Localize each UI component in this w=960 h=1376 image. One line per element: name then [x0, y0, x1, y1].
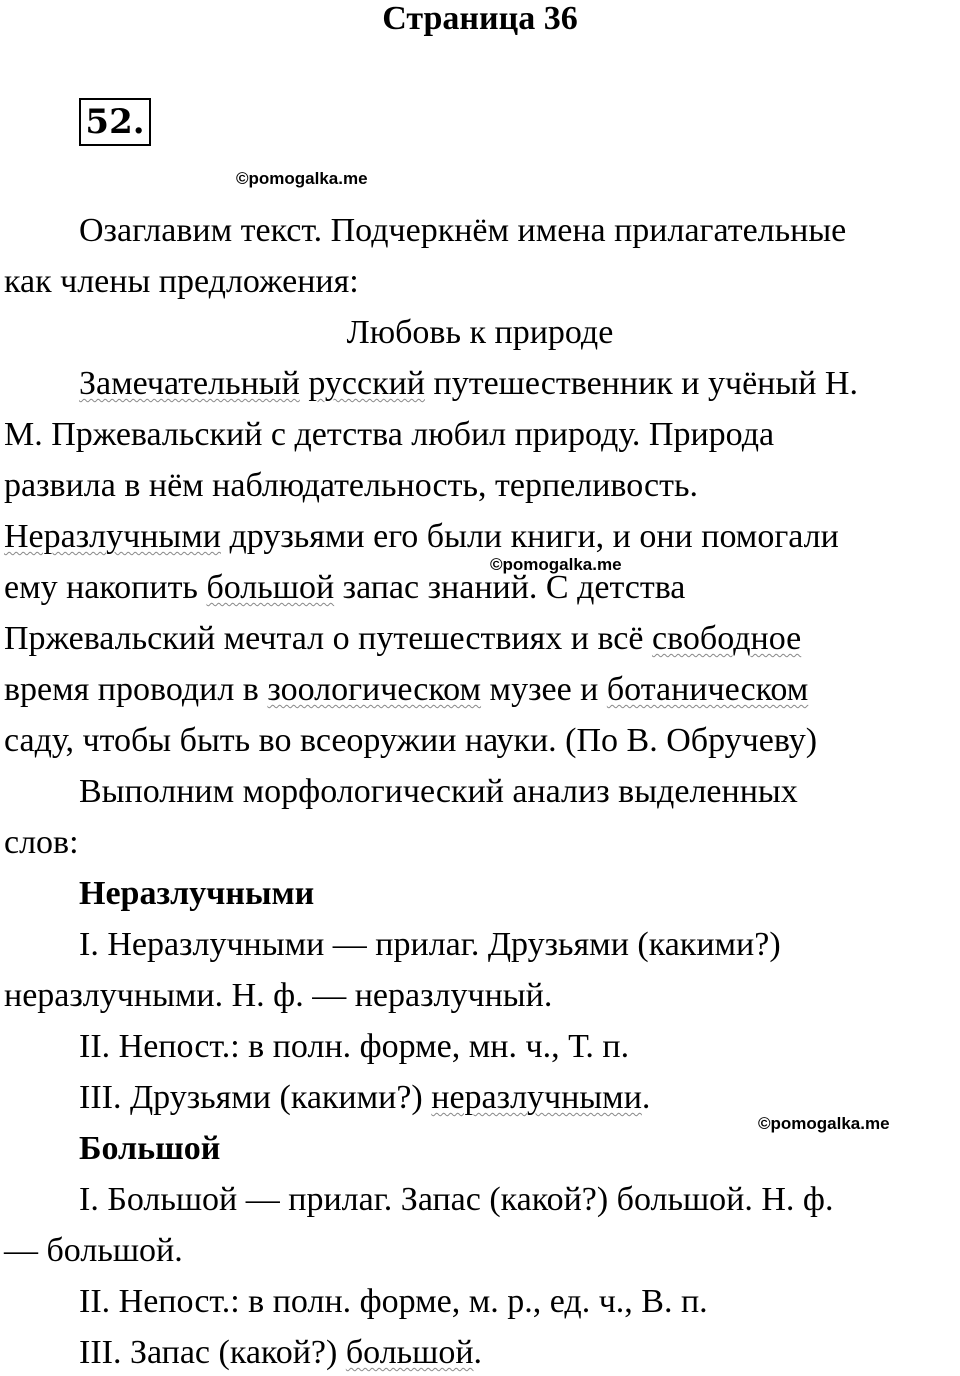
- analysis-point: [79, 1333, 482, 1373]
- text: путешественник и учёный Н.: [425, 365, 858, 402]
- analysis-word-heading: Неразлучными: [79, 875, 315, 912]
- adjective: большой: [206, 569, 335, 606]
- task-number-box: 52.: [79, 98, 151, 146]
- analysis-point: II. Непост.: в полн. форме, м. р., ед. ч., В. п.: [79, 1283, 708, 1320]
- text-title: Любовь к природе: [346, 314, 614, 351]
- watermark: ©pomogalka.me: [236, 169, 368, 188]
- adjective: русский: [308, 365, 426, 402]
- page-title: Страница 36: [382, 0, 578, 37]
- adjective: большой: [345, 1334, 474, 1371]
- adjective: Неразлучными: [4, 518, 221, 555]
- analysis-point: I. Неразлучными — прилаг. Друзьями (какими?): [79, 926, 781, 963]
- analysis-point: — большой.: [4, 1232, 183, 1269]
- text: время проводил в: [4, 671, 268, 708]
- intro-line: Озаглавим текст. Подчеркнём имена прилагательные: [79, 212, 847, 249]
- passage-line: [4, 670, 808, 710]
- passage-line: [4, 517, 839, 557]
- watermark: ©pomogalka.me: [490, 555, 622, 574]
- watermark: ©pomogalka.me: [758, 1114, 890, 1133]
- text: III. Друзьями (какими?): [79, 1079, 432, 1116]
- analysis-intro: слов:: [4, 824, 79, 861]
- adjective: Замечательный: [79, 365, 300, 402]
- passage-line: развила в нём наблюдательность, терпеливость.: [4, 467, 699, 504]
- analysis-point: I. Большой — прилаг. Запас (какой?) большой. Н. ф.: [79, 1181, 834, 1218]
- adjective: ботаническом: [606, 671, 809, 708]
- adjective: свободное: [651, 620, 802, 657]
- passage-line: [4, 568, 685, 608]
- passage-line: М. Пржевальский с детства любил природу. Природа: [4, 416, 775, 453]
- analysis-word-heading: Большой: [79, 1130, 221, 1167]
- passage-line: [79, 364, 858, 404]
- analysis-point: неразлучными. Н. ф. — неразлучный.: [4, 977, 553, 1014]
- intro-line: как члены предложения:: [4, 263, 359, 300]
- analysis-point: II. Непост.: в полн. форме, мн. ч., Т. п.: [79, 1028, 630, 1065]
- adjective: неразлучными: [431, 1079, 642, 1116]
- text: III. Запас (какой?): [79, 1334, 346, 1371]
- text: .: [473, 1334, 483, 1371]
- analysis-intro: Выполним морфологический анализ выделенных: [79, 773, 798, 810]
- text: .: [641, 1079, 651, 1116]
- text: запас знаний. С детства: [334, 569, 686, 606]
- text: ему накопить: [4, 569, 207, 606]
- text: Пржевальский мечтал о путешествиях и всё: [4, 620, 652, 657]
- text: друзьями его были книги, и они помогали: [220, 518, 839, 555]
- passage-line: [4, 619, 801, 659]
- adjective: зоологическом: [267, 671, 482, 708]
- text: музее и: [481, 671, 607, 708]
- passage-line: саду, чтобы быть во всеоружии науки. (По В. Обручеву): [4, 722, 818, 759]
- analysis-point: [79, 1078, 650, 1118]
